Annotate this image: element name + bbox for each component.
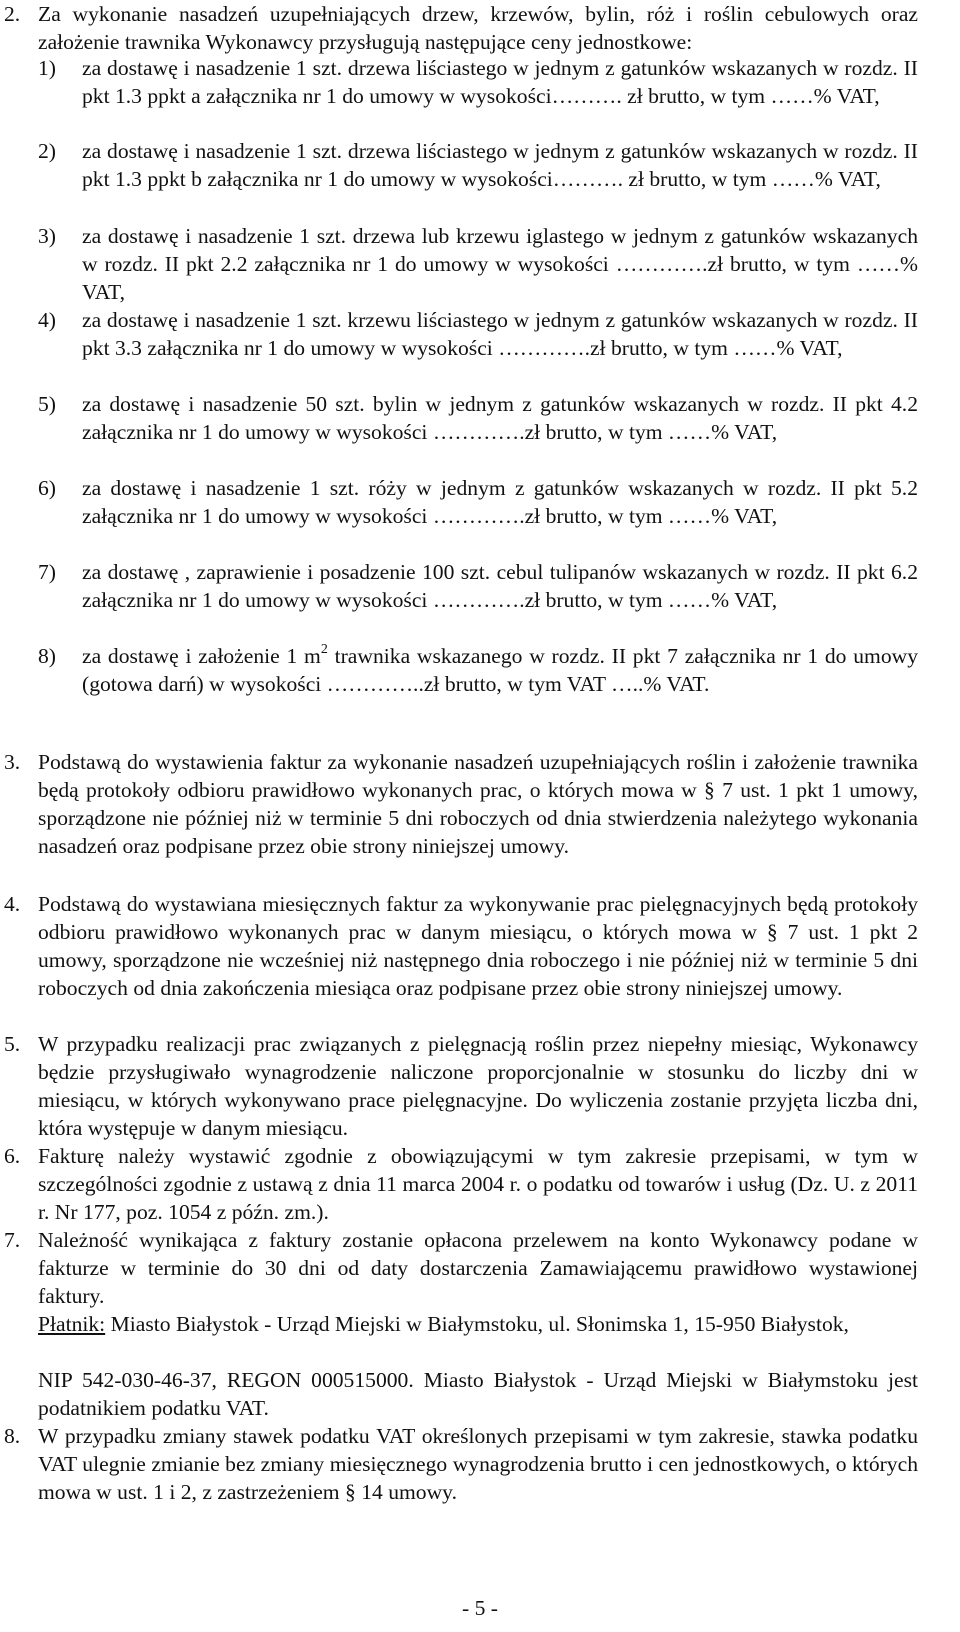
- section-4: 4. Podstawą do wystawiana miesięcznych faktur za wykonywanie prac pielęgnacyjnych będą protokoły odbioru prawidłowo wykonanych prac w danym miesiącu, o których mowa w § 7 ust. 1 pkt 2 umowy, sporządzone nie wcześniej niż następnego dnia roboczego i nie później niż w terminie 5 dni roboczych od dnia zakończenia miesiąca oraz podpisane przez obie strony niniejszej umowy.: [4, 892, 918, 1000]
- section-number: 2.: [4, 2, 21, 26]
- list-item: 8) za dostawę i założenie 1 $m^2$ trawnika wskazanego w rozdz. II pkt 7 załącznika nr 1 do umowy (gotowa darń) w wysokości …………..zł brutto, w tym VAT …..% VAT.: [38, 641, 919, 696]
- section-number: 6.: [4, 1144, 21, 1168]
- section-8: 8. W przypadku zmiany stawek podatku VAT określonych przepisami w tym zakresie, stawka podatku VAT ulegnie zmianie bez zmiany miesięcznego wynagrodzenia brutto i cen jednostkowych, o których mowa w ust. 1 i 2, z zastrzeżeniem § 14 umowy.: [4, 1424, 918, 1504]
- list-item: 5) za dostawę i nasadzenie 50 szt. bylin w jednym z gatunków wskazanych w rozdz. II pkt 4.2 załącznika nr 1 do umowy w wysokości ………….zł brutto, w tym ……% VAT,: [38, 392, 918, 444]
- section-2: [4, 0, 918, 56]
- list-item: 4) za dostawę i nasadzenie 1 szt. krzewu liściastego w jednym z gatunków wskazanych w rozdz. II pkt 3.3 załącznika nr 1 do umowy w wysokości ………….zł brutto, w tym ……% VAT,: [38, 308, 918, 360]
- superscript: 2: [320, 641, 328, 657]
- section-number: 8.: [4, 1424, 21, 1448]
- list-item: 1) za dostawę i nasadzenie 1 szt. drzewa liściastego w jednym z gatunków wskazanych w rozdz. II pkt 1.3 ppkt a załącznika nr 1 do umowy w wysokości………. zł brutto, w tym ……% VAT,: [38, 56, 918, 108]
- list-item: 6) za dostawę i nasadzenie 1 szt. róży w jednym z gatunków wskazanych w rozdz. II pkt 5.2 załącznika nr 1 do umowy w wysokości ………….zł brutto, w tym ……% VAT,: [38, 476, 918, 528]
- payer-label: Płatnik:: [38, 1312, 106, 1336]
- payer-info: Płatnik: Miasto Białystok - Urząd Miejski w Białymstoku, ul. Słonimska 1, 15-950 Białystok,: [38, 1312, 849, 1336]
- list-item: 2) za dostawę i nasadzenie 1 szt. drzewa liściastego w jednym z gatunków wskazanych w rozdz. II pkt 1.3 ppkt b załącznika nr 1 do umowy w wysokości………. zł brutto, w tym ……% VAT,: [38, 139, 918, 191]
- section-number: 3.: [4, 750, 21, 774]
- section-number: 5.: [4, 1032, 21, 1056]
- section-2-intro: Za wykonanie nasadzeń uzupełniających drzew, krzewów, bylin, róż i roślin cebulowych oraz założenie trawnika Wykonawcy przysługują następujące ceny jednostkowe:: [38, 2, 918, 54]
- section-number: 7.: [4, 1228, 21, 1252]
- section-6: 6. Fakturę należy wystawić zgodnie z obowiązującymi w tym zakresie przepisami, w tym w szczególności zgodnie z ustawą z dnia 11 marca 2004 r. o podatku od towarów i usług (Dz. U. z 2011 r. Nr 177, poz. 1054 z późn. zm.).: [4, 1144, 918, 1224]
- list-item: 3) za dostawę i nasadzenie 1 szt. drzewa lub krzewu iglastego w jednym z gatunków wskazanych w rozdz. II pkt 2.2 załącznika nr 1 do umowy w wysokości ………….zł brutto, w tym ……% VAT,: [38, 224, 918, 304]
- section-number: 4.: [4, 892, 21, 916]
- list-item: 7) za dostawę , zaprawienie i posadzenie 100 szt. cebul tulipanów wskazanych w rozdz. II pkt 6.2 załącznika nr 1 do umowy w wysokości ………….zł brutto, w tym ……% VAT,: [38, 560, 918, 612]
- page-number: - 5 -: [462, 1596, 498, 1620]
- nip-info: NIP 542-030-46-37, REGON 000515000. Miasto Białystok - Urząd Miejski w Białymstoku jest podatnikiem podatku VAT.: [38, 1368, 918, 1420]
- section-3: 3. Podstawą do wystawienia faktur za wykonanie nasadzeń uzupełniających roślin i założenie trawnika będą protokoły odbioru prawidłowo wykonanych prac, o których mowa w § 7 ust. 1 pkt 1 umowy, sporządzone nie później niż w terminie 5 dni roboczych od dnia stwierdzenia należytego wykonania nasadzeń oraz podpisane przez obie strony niniejszej umowy.: [4, 750, 918, 858]
- section-5: 5. W przypadku realizacji prac związanych z pielęgnacją roślin przez niepełny miesiąc, Wykonawcy będzie przysługiwało wynagrodzenie naliczone proporcjonalnie w stosunku do liczby dni w miesiącu, w których wykonywano prace pielęgnacyjne. Do wyliczenia zostanie przyjęta liczba dni, która występuje w danym miesiącu.: [4, 1032, 918, 1140]
- section-7: 7. Należność wynikająca z faktury zostanie opłacona przelewem na konto Wykonawcy podane w fakturze w terminie do 30 dni od daty dostarczenia Zamawiającemu prawidłowo wystawionej faktury.: [4, 1228, 918, 1308]
